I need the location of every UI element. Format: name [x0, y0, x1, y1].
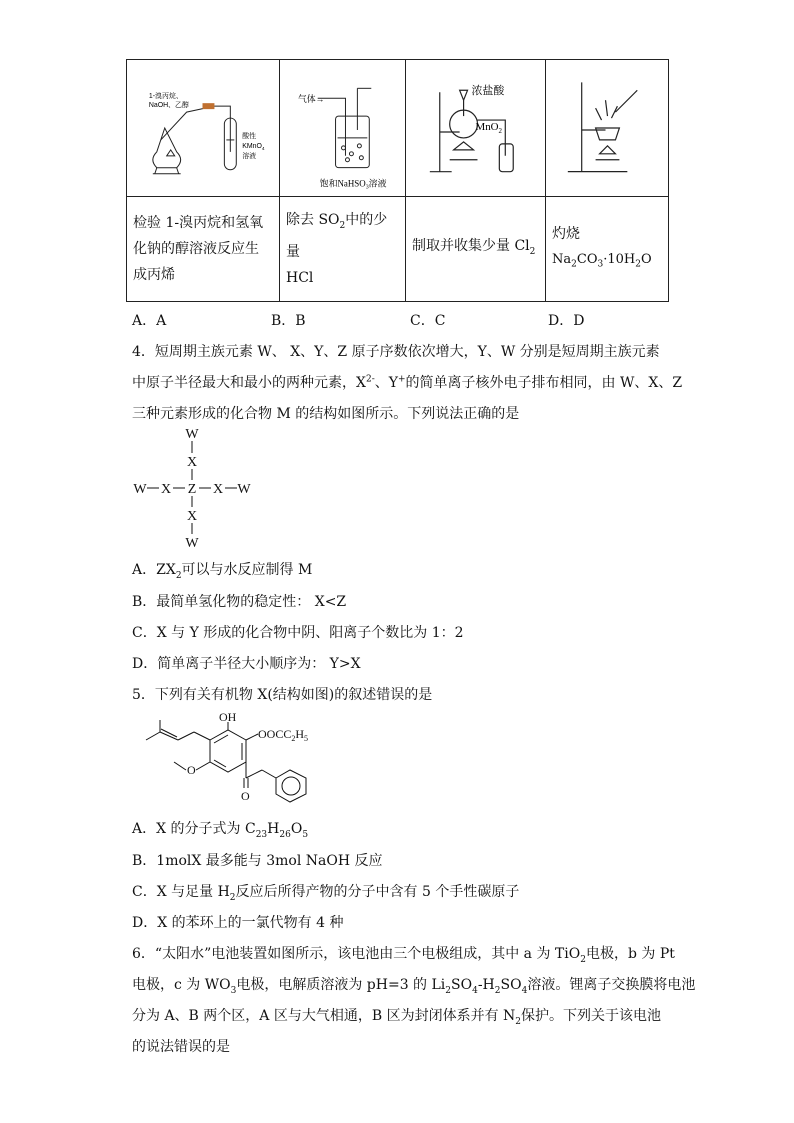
option-c-description	[406, 197, 546, 302]
figure-c-label-mno2: MnO$_2$	[475, 120, 502, 135]
figure-a-label-5: 溶液	[242, 152, 257, 160]
organic-molecule-x-structure	[130, 712, 320, 812]
struct-top-w: W	[185, 427, 199, 442]
apparatus-table	[126, 59, 669, 302]
molecule-methoxy-o-label: O	[187, 763, 196, 777]
molecule-carbonyl-o-label: O	[241, 789, 250, 803]
option-a-line-1: 检验 1-溴丙烷和氢氧	[133, 215, 264, 231]
struct-center-z: Z	[187, 482, 197, 497]
compound-m-structure	[128, 424, 268, 554]
struct-top-x: X	[186, 455, 198, 470]
q6-stem-line-3: 分为 A、B 两个区，A 区与大气相通，B 区为封闭体系并有 $N_2$保护。下列关于该电池	[132, 1008, 662, 1027]
figure-a-label-3: 酸性	[242, 132, 257, 140]
q6-stem-line-4: 的说法错误的是	[132, 1039, 230, 1055]
figure-b-label-solution: 饱和NaHSO$_3$溶液	[319, 178, 387, 191]
q3-options	[132, 310, 732, 330]
q3-option-c[interactable]: C．C	[410, 313, 446, 329]
struct-right-x: X	[212, 482, 224, 497]
struct-left-x: X	[160, 482, 172, 497]
option-b-description	[280, 197, 406, 302]
q4-option-d[interactable]: D．简单离子半径大小顺序为： Y>X	[132, 656, 361, 672]
apparatus-figure-d	[546, 60, 669, 197]
q5-option-d[interactable]: D．X 的苯环上的一氯代物有 4 种	[132, 915, 344, 931]
figure-a-label-4: KMnO$_4$	[242, 142, 265, 152]
q5-stem: 5．下列有关有机物 X(结构如图)的叙述错误的是	[132, 687, 433, 703]
struct-left-w: W	[133, 482, 147, 497]
struct-right-w: W	[237, 482, 251, 497]
q4-stem-line-3: 三种元素形成的化合物 M 的结构如图所示。下列说法正确的是	[132, 406, 520, 422]
option-c-line-1: 制取并收集少量 $Cl_2$	[412, 238, 536, 257]
q4-option-b[interactable]: B．最简单氢化物的稳定性： X<Z	[132, 594, 347, 610]
figure-a-label-2: NaOH、乙醇	[148, 102, 189, 110]
q4-stem-line-2: 中原子半径最大和最小的两种元素，$X^{2-}$、Y+的简单离子核外电子排布相同，由 W、X、Z	[132, 374, 683, 391]
option-a-line-3: 成丙烯	[133, 267, 175, 283]
crucible-heating-figure	[546, 60, 668, 196]
q4-option-c[interactable]: C．X 与 Y 形成的化合物中阴、阳离子个数比为 1：2	[132, 625, 464, 641]
option-a-description	[127, 197, 280, 302]
figure-a-label-1: 1-溴丙烷、	[148, 93, 183, 101]
option-a-line-2: 化钠的醇溶液反应生	[133, 241, 259, 257]
q3-option-b[interactable]: B．B	[271, 313, 306, 329]
q6-stem-line-1: 6．“太阳水”电池装置如图所示，该电池由三个电极组成，其中 a 为 TiO$_2$电极，b 为 Pt	[132, 946, 675, 965]
option-b-line-1: 除去 $SO_2$中的少量	[286, 212, 388, 260]
q5-option-b[interactable]: B．1molX 最多能与 3mol NaOH 反应	[132, 853, 383, 869]
apparatus-figure-b	[280, 60, 406, 197]
q5-option-a[interactable]: A．X 的分子式为 $C_{23}H_{26}O_5$	[132, 821, 309, 840]
figure-b-label-gas: 气体→	[297, 94, 325, 105]
q4-stem-line-1: 4．短周期主族元素 W、 X、Y、Z 原子序数依次增大，Y、W 分别是短周期主族元素	[132, 344, 660, 360]
gas-wash-bottle-figure	[280, 60, 405, 196]
flask-tube-apparatus-figure	[127, 60, 279, 196]
q3-option-a[interactable]: A．A	[132, 313, 167, 329]
chlorine-generator-figure	[406, 60, 545, 196]
option-d-line-1: 灼烧	[552, 225, 580, 242]
molecule-oh-label: OH	[219, 712, 237, 724]
option-b-line-2: HCl	[286, 269, 314, 286]
option-d-description	[546, 197, 669, 302]
option-d-formula: $Na_2CO_3\cdot 10H_2O$	[552, 251, 652, 270]
q4-option-a[interactable]: A．$ZX_2$可以与水反应制得 M	[132, 562, 313, 581]
apparatus-figure-a	[127, 60, 280, 197]
struct-bottom-w: W	[185, 536, 199, 551]
molecule-ester-label: $OOCC_2H_5$	[258, 727, 309, 743]
struct-bottom-x: X	[186, 509, 198, 524]
apparatus-figure-c	[406, 60, 546, 197]
q3-option-d[interactable]: D．D	[548, 313, 585, 329]
q6-stem-line-2: 电极，c 为 $WO_3$电极，电解质溶液为 pH=3 的 $Li_2SO_4-H_2SO_4$溶液。锂离子交换膜将电池	[132, 977, 696, 996]
q5-option-c[interactable]: C．X 与足量 $H_2$反应后所得产物的分子中含有 5 个手性碳原子	[132, 884, 520, 903]
figure-c-label-acid: 浓盐酸	[471, 85, 505, 98]
